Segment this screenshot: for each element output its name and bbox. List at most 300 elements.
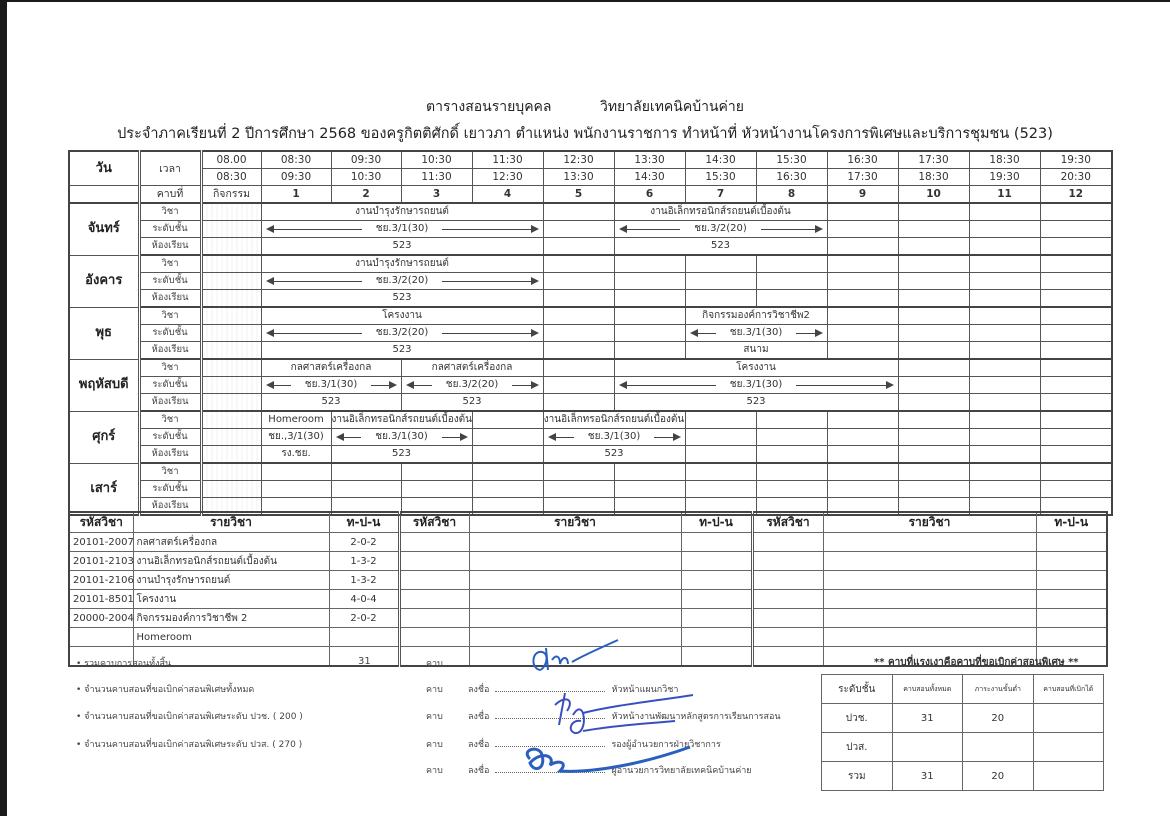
empty-slot[interactable] [614,307,685,325]
time-start: 10:30 [401,151,472,169]
day-row-level [69,429,1112,446]
activity-cell [201,325,261,342]
day-row-room [69,446,1112,464]
empty-slot[interactable] [969,221,1040,238]
empty-slot[interactable] [401,481,472,498]
time-start: 15:30 [756,151,827,169]
empty-slot[interactable] [827,342,898,360]
activity-cell [201,221,261,238]
empty-slot[interactable] [1040,290,1112,308]
empty-slot[interactable] [898,307,969,325]
empty-slot[interactable] [827,481,898,498]
day-row-subject [69,307,1112,325]
summary-paid [1033,733,1104,762]
empty-slot[interactable] [898,325,969,342]
empty-slot[interactable] [969,377,1040,394]
empty-slot[interactable] [1040,377,1112,394]
day-name: อังคาร [69,255,139,307]
day-row-level [69,221,1112,238]
day-row-room [69,290,1112,308]
subject-name: โครงงาน [133,590,329,609]
class-block-room[interactable]: 523 [261,394,401,412]
empty-cell [469,609,681,628]
subject-row [69,552,1107,571]
activity-cell [201,203,261,221]
row-label-subject: วิชา [139,255,201,273]
empty-slot[interactable] [898,342,969,360]
subject-col-name: รายวิชา [823,512,1036,533]
time-end: 17:30 [827,169,898,186]
empty-cell [823,552,1036,571]
class-level: ชย.3/2(20) [375,275,429,286]
empty-slot[interactable] [543,342,614,360]
empty-slot[interactable] [401,463,472,481]
arrow-right-icon [654,437,678,438]
sign-label: ลงชื่อ [468,712,490,722]
summary-row [822,762,1104,791]
empty-slot[interactable] [898,429,969,446]
empty-cell [681,590,752,609]
empty-slot[interactable] [827,446,898,464]
empty-slot[interactable] [543,325,614,342]
class-level: ชย.3/1(30) [304,379,358,390]
subject-name: งานอิเล็กทรอนิกส์รถยนต์เบื้องต้น [133,552,329,571]
college-name: วิทยาลัยเทคนิคบ้านค่าย [599,99,744,115]
activity-cell [201,238,261,256]
activity-cell [201,481,261,498]
empty-slot[interactable] [1040,273,1112,290]
empty-slot[interactable] [1040,221,1112,238]
arrow-left-icon [338,437,362,438]
sign-label: ลงชื่อ [468,766,490,776]
time-end: 18:30 [898,169,969,186]
empty-slot[interactable] [969,429,1040,446]
empty-slot[interactable] [543,273,614,290]
signature-3 [510,745,710,775]
empty-slot[interactable] [543,463,614,481]
time-start: 11:30 [472,151,543,169]
empty-slot[interactable] [685,290,756,308]
subject-name: งานบำรุงรักษารถยนต์ [133,571,329,590]
class-block-level[interactable] [261,221,543,238]
empty-slot[interactable] [969,342,1040,360]
subject-col-code: รหัสวิชา [69,512,133,533]
class-block-subject[interactable]: กิจกรรมองค์การวิชาชีพ2 [685,307,827,325]
class-block-level[interactable] [331,429,472,446]
empty-slot[interactable] [969,359,1040,377]
class-block-level[interactable] [261,377,401,394]
row-label-level: ระดับชั้น [139,325,201,342]
empty-slot[interactable] [614,290,685,308]
empty-slot[interactable] [543,203,614,221]
subject-code: 20101-8501 [69,590,133,609]
title-text: ตารางสอนรายบุคคล [426,99,552,115]
empty-slot[interactable] [756,463,827,481]
empty-slot[interactable] [614,325,685,342]
empty-slot[interactable] [756,273,827,290]
class-block-subject[interactable]: งานอิเล็กทรอนิกส์รถยนต์เบื้องต้น [331,411,472,429]
day-row-subject [69,359,1112,377]
class-block-subject[interactable]: โครงงาน [261,307,543,325]
empty-slot[interactable] [898,238,969,256]
empty-slot[interactable] [898,394,969,412]
empty-slot[interactable] [827,221,898,238]
empty-cell [681,533,752,552]
class-block-subject[interactable]: โครงงาน [614,359,898,377]
empty-slot[interactable] [827,203,898,221]
empty-slot[interactable] [756,255,827,273]
empty-slot[interactable] [685,429,756,446]
row-label-level: ระดับชั้น [139,221,201,238]
time-start: 17:30 [898,151,969,169]
empty-slot[interactable] [969,463,1040,481]
span-arrow [332,430,472,444]
empty-slot[interactable] [543,255,614,273]
time-end: 10:30 [331,169,401,186]
activity-cell [201,411,261,429]
empty-slot[interactable] [1040,429,1112,446]
empty-slot[interactable] [827,307,898,325]
empty-slot[interactable] [543,307,614,325]
empty-slot[interactable] [756,411,827,429]
empty-slot[interactable] [969,325,1040,342]
period-number: 2 [331,186,401,204]
class-block-level[interactable] [261,273,543,290]
empty-slot[interactable] [1040,307,1112,325]
arrow-right-icon [796,333,820,334]
empty-cell [681,647,752,667]
empty-slot[interactable] [331,463,401,481]
empty-slot[interactable] [898,359,969,377]
class-block-room[interactable]: 523 [261,290,543,308]
empty-slot[interactable] [898,273,969,290]
day-row-level [69,377,1112,394]
class-block-level[interactable] [685,325,827,342]
time-start: 14:30 [685,151,756,169]
class-block-room[interactable]: 523 [614,394,898,412]
empty-slot[interactable] [685,255,756,273]
unit-label: คาบ [426,659,443,669]
span-arrow [544,430,685,444]
empty-slot[interactable] [756,290,827,308]
time-end: 20:30 [1040,169,1112,186]
empty-slot[interactable] [472,446,543,464]
empty-slot[interactable] [1040,394,1112,412]
time-start: 12:30 [543,151,614,169]
empty-slot[interactable] [472,481,543,498]
empty-slot[interactable] [614,481,685,498]
empty-slot[interactable] [331,481,401,498]
summary-level: รวม [822,762,893,791]
empty-cell [1036,533,1107,552]
summary-min: 20 [963,762,1034,791]
empty-slot[interactable] [1040,238,1112,256]
empty-cell [1036,571,1107,590]
row-label-room: ห้องเรียน [139,394,201,412]
class-block-room[interactable]: 523 [261,238,543,256]
empty-slot[interactable] [685,273,756,290]
empty-slot[interactable] [1040,481,1112,498]
empty-cell [469,571,681,590]
summary-level: ปวช. [822,704,893,733]
empty-slot[interactable] [827,238,898,256]
class-block-room[interactable]: 523 [614,238,827,256]
empty-slot[interactable] [898,481,969,498]
row-label-subject: วิชา [139,463,201,481]
empty-slot[interactable] [1040,359,1112,377]
summary-min: 20 [963,704,1034,733]
footer-line-value: 31 [358,656,371,667]
empty-slot[interactable] [969,307,1040,325]
period-number: 5 [543,186,614,204]
time-start: 13:30 [614,151,685,169]
arrow-right-icon [442,333,536,334]
document-title [0,96,1170,118]
schedule-table [68,150,1113,516]
activity-cell [201,359,261,377]
subject-name: Homeroom [133,628,329,647]
class-level: ชย.3/2(20) [694,223,747,234]
empty-slot[interactable] [969,238,1040,256]
empty-cell [752,571,823,590]
subject-code [69,628,133,647]
subject-row [69,609,1107,628]
empty-slot[interactable] [898,411,969,429]
period-number: 11 [969,186,1040,204]
period-number: 9 [827,186,898,204]
signer-title: หัวหน้าแผนกวิชา [611,685,679,695]
empty-slot[interactable] [969,255,1040,273]
class-block-subject[interactable]: Homeroom [261,411,331,429]
signer-title: รองผู้อำนวยการฝ่ายวิชาการ [611,740,721,750]
class-block-level[interactable] [401,377,543,394]
summary-table [821,674,1104,791]
empty-slot[interactable] [261,463,331,481]
row-label-room: ห้องเรียน [139,446,201,464]
empty-slot[interactable] [1040,325,1112,342]
empty-slot[interactable] [543,221,614,238]
empty-cell [1036,609,1107,628]
row-label-subject: วิชา [139,359,201,377]
time-end-row [69,169,1112,186]
empty-slot[interactable] [261,481,331,498]
subject-tpn: 2-0-2 [329,533,399,552]
empty-slot[interactable] [827,463,898,481]
empty-slot[interactable] [685,446,756,464]
arrow-left-icon [268,229,362,230]
empty-slot[interactable] [898,290,969,308]
arrow-right-icon [442,229,536,230]
empty-slot[interactable] [614,463,685,481]
class-block-room[interactable]: รง.ชย. [261,446,331,464]
class-block-subject[interactable]: งานอิเล็กทรอนิกส์รถยนต์เบื้องต้น [614,203,827,221]
day-row-room [69,394,1112,412]
empty-slot[interactable] [756,446,827,464]
empty-slot[interactable] [898,446,969,464]
empty-slot[interactable] [543,359,614,377]
empty-slot[interactable] [1040,203,1112,221]
class-level: ชย.3/1(30) [587,431,641,442]
class-block-level[interactable] [614,221,827,238]
class-block-room[interactable]: 523 [543,446,685,464]
empty-slot[interactable] [898,463,969,481]
empty-cell [823,533,1036,552]
subject-tpn [329,628,399,647]
empty-slot[interactable] [898,255,969,273]
empty-slot[interactable] [1040,411,1112,429]
unit-label: คาบ [426,740,443,750]
time-start: 16:30 [827,151,898,169]
empty-slot[interactable] [1040,463,1112,481]
empty-slot[interactable] [756,481,827,498]
blank-day-cell [69,186,139,204]
summary-min [963,733,1034,762]
empty-slot[interactable] [756,429,827,446]
activity-cell [201,429,261,446]
empty-slot[interactable] [898,203,969,221]
row-label-room: ห้องเรียน [139,342,201,360]
empty-cell [399,590,469,609]
empty-slot[interactable] [969,411,1040,429]
summary-header: ระดับชั้น [822,675,893,704]
summary-total: 31 [892,704,963,733]
class-block-subject[interactable]: กลศาสตร์เครื่องกล [261,359,401,377]
empty-cell [399,552,469,571]
empty-cell [823,628,1036,647]
summary-paid [1033,762,1104,791]
subject-code: 20101-2106 [69,571,133,590]
empty-cell [399,571,469,590]
day-name: พฤหัสบดี [69,359,139,411]
empty-slot[interactable] [969,394,1040,412]
class-block-level[interactable] [614,377,898,394]
summary-total: 31 [892,762,963,791]
empty-slot[interactable] [543,481,614,498]
empty-slot[interactable] [827,411,898,429]
time-start: 19:30 [1040,151,1112,169]
class-block-subject[interactable]: งานอิเล็กทรอนิกส์รถยนต์เบื้องต้น [543,411,685,429]
arrow-right-icon [796,385,891,386]
empty-slot[interactable] [969,273,1040,290]
empty-slot[interactable] [898,377,969,394]
unit-label: คาบ [426,766,443,776]
activity-cell [201,463,261,481]
empty-slot[interactable] [827,255,898,273]
row-label-level: ระดับชั้น [139,273,201,290]
document-subtitle: ประจำภาคเรียนที่ 2 ปีการศึกษา 2568 ของครูกิตติศักดิ์ เยาวภา ตำแหน่ง พนักงานราชการ ทำหน้าที่ หัวหน้างานโครงการพิเศษและบริการชุมชน (523) [117,126,1053,142]
time-end: 09:30 [261,169,331,186]
empty-slot[interactable] [1040,255,1112,273]
subject-header-row [69,512,1107,533]
subject-name: กลศาสตร์เครื่องกล [133,533,329,552]
footer-line-label: • จำนวนคาบสอนที่ขอเบิกค่าสอนพิเศษทั้งหมด [76,685,255,695]
empty-slot[interactable] [827,290,898,308]
subject-tpn: 4-0-4 [329,590,399,609]
arrow-left-icon [550,437,574,438]
empty-slot[interactable] [543,290,614,308]
empty-cell [752,590,823,609]
empty-slot[interactable] [614,273,685,290]
summary-paid [1033,704,1104,733]
day-name: จันทร์ [69,203,139,255]
empty-slot[interactable] [472,429,543,446]
arrow-left-icon [621,229,681,230]
row-label-room: ห้องเรียน [139,290,201,308]
empty-slot[interactable] [1040,342,1112,360]
class-block-room[interactable]: 523 [261,342,543,360]
subject-row [69,533,1107,552]
class-block-room[interactable]: 523 [401,394,543,412]
empty-slot[interactable] [614,255,685,273]
row-label-level: ระดับชั้น [139,429,201,446]
empty-slot[interactable] [1040,446,1112,464]
row-label-subject: วิชา [139,203,201,221]
class-block-level[interactable] [261,325,543,342]
summary-title: ** คาบที่แรงเงาคือคาบที่ขอเบิกค่าสอนพิเศษ ** [874,657,1079,668]
empty-slot[interactable] [827,429,898,446]
span-arrow [262,274,543,288]
empty-cell [1036,628,1107,647]
row-label-room: ห้องเรียน [139,238,201,256]
subject-tpn: 1-3-2 [329,571,399,590]
empty-slot[interactable] [969,203,1040,221]
day-row-room [69,342,1112,360]
class-block-room[interactable]: สนาม [685,342,827,360]
empty-slot[interactable] [472,463,543,481]
class-block-room[interactable]: 523 [331,446,472,464]
empty-slot[interactable] [685,463,756,481]
class-block-subject[interactable]: งานบำรุงรักษารถยนต์ [261,255,543,273]
arrow-left-icon [408,385,432,386]
row-label-level: ระดับชั้น [139,481,201,498]
empty-slot[interactable] [543,238,614,256]
class-level: ชย.3/2(20) [445,379,499,390]
class-block-level[interactable] [543,429,685,446]
class-level: ชย.3/1(30) [729,327,783,338]
time-start: 08.00 [201,151,261,169]
day-row-subject [69,411,1112,429]
day-row-level [69,273,1112,290]
summary-header: คาบสอนที่เบิกได้ [1033,675,1104,704]
span-arrow [262,222,543,236]
empty-cell [469,552,681,571]
empty-slot[interactable] [614,342,685,360]
empty-slot[interactable] [827,273,898,290]
row-label-subject: วิชา [139,307,201,325]
class-block-subject[interactable]: กลศาสตร์เครื่องกล [401,359,543,377]
empty-slot[interactable] [543,394,614,412]
class-block-level[interactable]: ชย.,3/1(30) [261,429,331,446]
period-number: 4 [472,186,543,204]
empty-slot[interactable] [827,325,898,342]
subject-col-tpn: ท-ป-น [329,512,399,533]
unit-label: คาบ [426,712,443,722]
time-label: เวลา [139,151,201,186]
empty-slot[interactable] [472,411,543,429]
empty-slot[interactable] [969,290,1040,308]
period-row [69,186,1112,204]
subject-code: 20000-2004 [69,609,133,628]
empty-slot[interactable] [969,446,1040,464]
empty-slot[interactable] [543,377,614,394]
empty-slot[interactable] [969,481,1040,498]
arrow-right-icon [442,437,466,438]
empty-slot[interactable] [685,411,756,429]
empty-slot[interactable] [685,481,756,498]
class-block-subject[interactable]: งานบำรุงรักษารถยนต์ [261,203,543,221]
empty-slot[interactable] [898,221,969,238]
empty-cell [752,628,823,647]
